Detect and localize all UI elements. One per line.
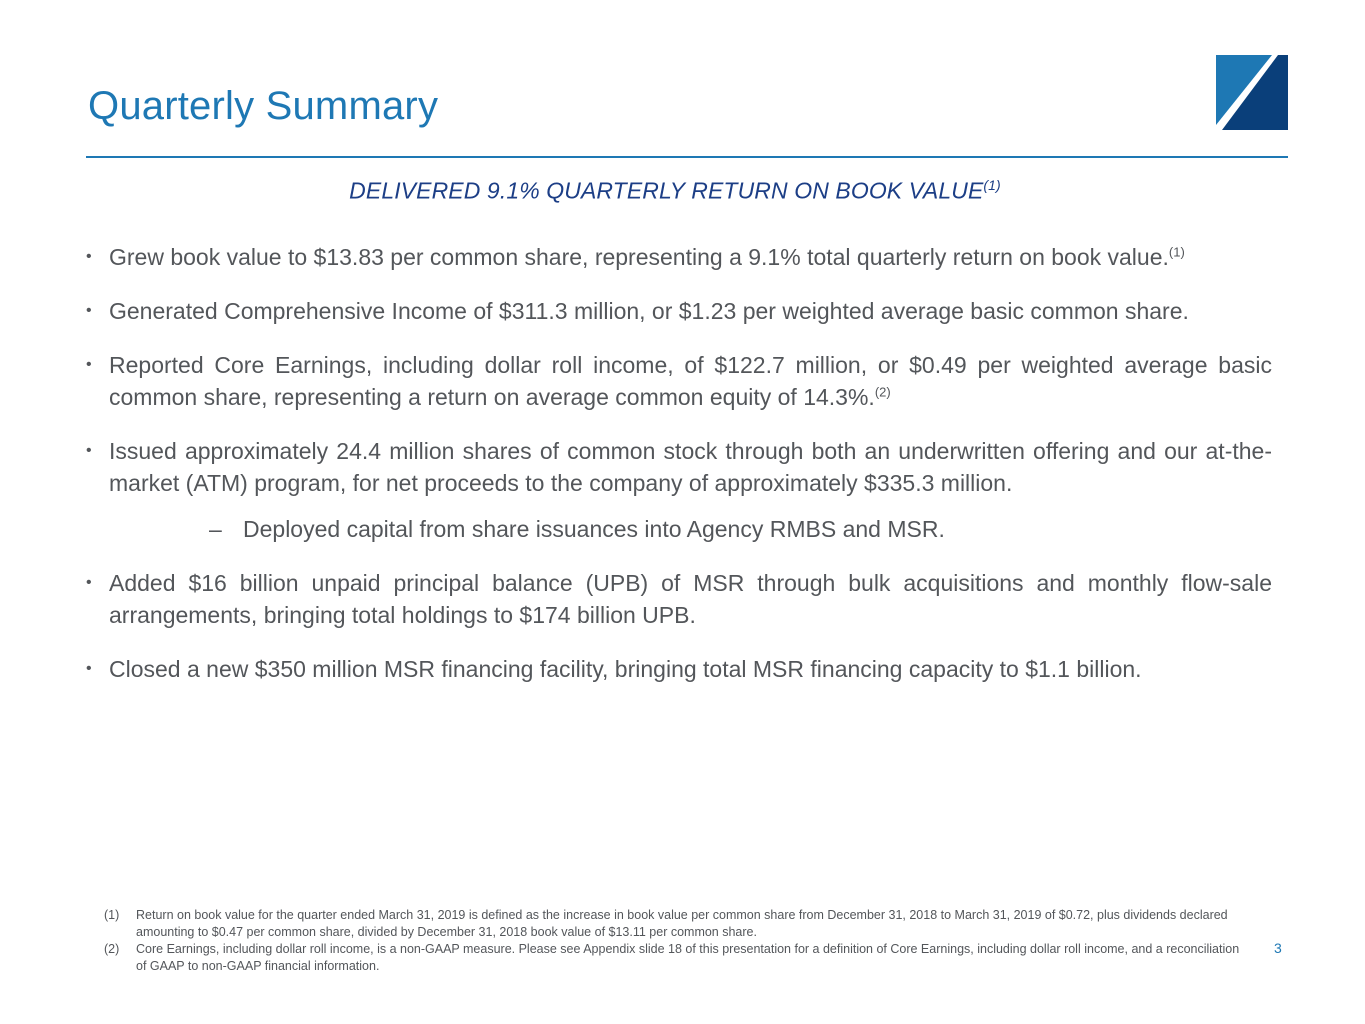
footnote-ref: (2) — [874, 384, 891, 400]
summary-bullet-list — [86, 241, 1272, 707]
bullet-text: Grew book value to $13.83 per common share, representing a 9.1% total quarterly return on book value. — [109, 244, 1169, 270]
bullet-core-earnings — [86, 349, 1272, 413]
footnote-number: (1) — [104, 908, 120, 922]
bullet-text: Added $16 billion unpaid principal balance (UPB) of MSR through bulk acquisitions and monthly flow-sale arrangements, bringing total holdings to $174 billion UPB. — [109, 570, 1272, 628]
bullet-text: Closed a new $350 million MSR financing facility, bringing total MSR financing capacity to $1.1 billion. — [109, 656, 1142, 682]
bullet-book-value — [86, 241, 1272, 273]
footnote-text: Return on book value for the quarter ended March 31, 2019 is defined as the increase in book value per common share from December 31, 2018 to March 31, 2019 of $0.72, plus dividends declared amounting to $0.47 per common share, divided by December 31, 2018 book value of $13.11 per common share. — [136, 908, 1228, 939]
bullet-marker: • — [86, 442, 92, 459]
title-divider — [86, 156, 1288, 158]
bullet-text: Reported Core Earnings, including dollar roll income, of $122.7 million, or $0.49 per weighted average basic common share, representing a return on average common equity of 14.3%. — [109, 352, 1272, 410]
page-title: Quarterly Summary — [88, 84, 439, 128]
company-logo-icon — [1216, 55, 1288, 130]
bullet-marker: • — [86, 356, 92, 373]
bullet-share-issuance — [86, 435, 1272, 545]
headline — [0, 177, 1350, 205]
bullet-marker: • — [86, 248, 92, 265]
bullet-marker: • — [86, 302, 92, 319]
bullet-marker: • — [86, 660, 92, 677]
footnote-text: Core Earnings, including dollar roll income, is a non-GAAP measure. Please see Appendix slide 18 of this presentation for a definition of Core Earnings, including dollar roll income, and a reconciliation of GAAP to non-GAAP financial information. — [136, 942, 1240, 973]
bullet-text: Issued approximately 24.4 million shares of common stock through both an underwritten offering and our at-the-market (ATM) program, for net proceeds to the company of approximately $335.3 million. — [109, 438, 1272, 496]
bullet-marker: • — [86, 574, 92, 591]
sub-bullet-text: Deployed capital from share issuances into Agency RMBS and MSR. — [243, 516, 945, 542]
bullet-comprehensive-income — [86, 295, 1272, 327]
sub-bullet-marker: – — [209, 516, 222, 542]
footnotes — [104, 907, 1244, 975]
page-number: 3 — [1274, 940, 1282, 956]
headline-footnote-ref: (1) — [983, 177, 1001, 193]
footnote-ref: (1) — [1168, 244, 1185, 260]
footnote-1 — [104, 907, 1244, 941]
bullet-text: Generated Comprehensive Income of $311.3 million, or $1.23 per weighted average basic common share. — [109, 298, 1189, 324]
bullet-msr-acquisitions — [86, 567, 1272, 631]
footnote-number: (2) — [104, 942, 120, 956]
footnote-2 — [104, 941, 1244, 975]
sub-bullet-deployed-capital — [109, 513, 1272, 545]
bullet-msr-financing — [86, 653, 1272, 685]
headline-text: DELIVERED 9.1% QUARTERLY RETURN ON BOOK VALUE — [349, 177, 984, 204]
